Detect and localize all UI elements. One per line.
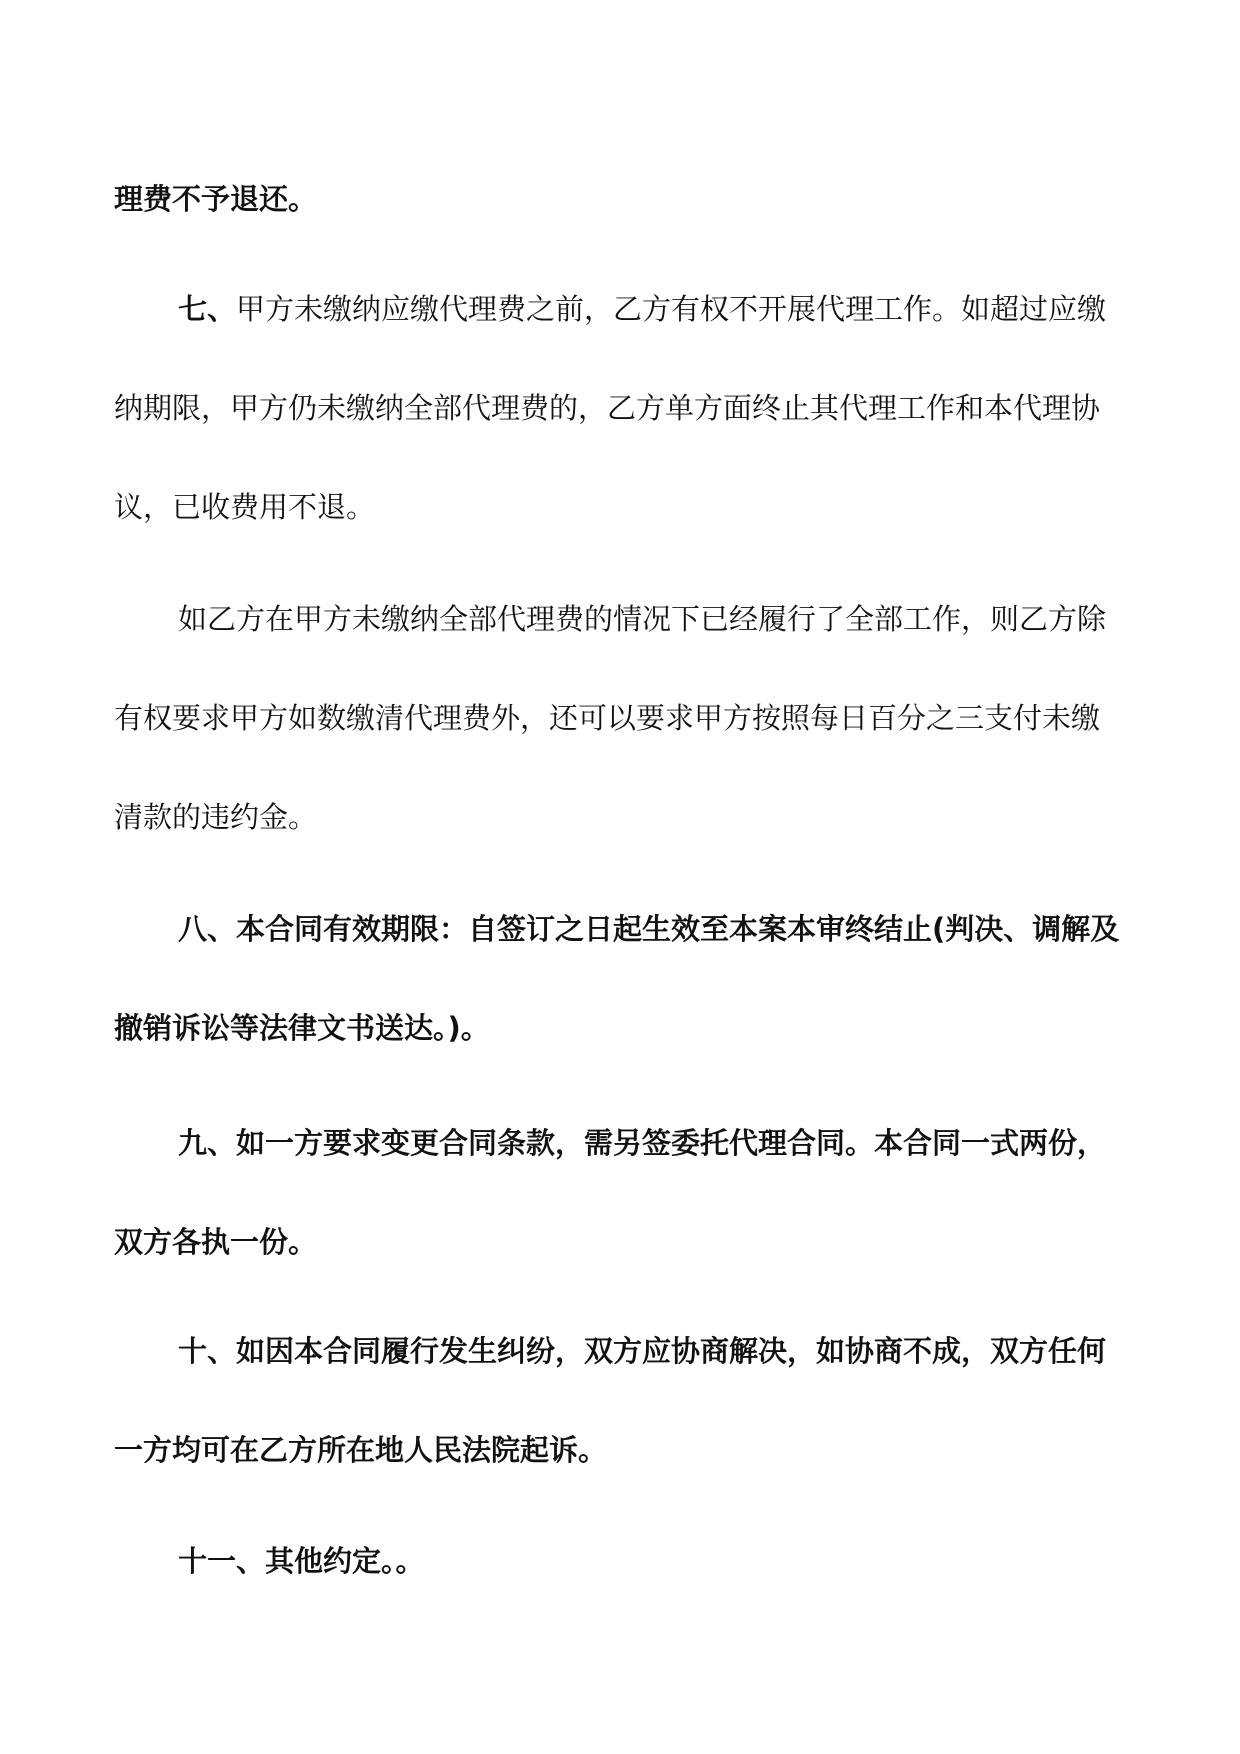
clause-7-paragraph	[114, 260, 1124, 557]
clause-text: 如一方要求变更合同条款，需另签委托代理合同。本合同一式两份，双方各执一份。	[114, 1126, 1107, 1259]
clause-text: 其他约定。。	[265, 1544, 425, 1578]
clause-11-paragraph	[114, 1512, 1124, 1611]
clause-8-paragraph	[114, 880, 1124, 1078]
clause-10-paragraph	[114, 1302, 1124, 1500]
clause-number: 十一、	[178, 1544, 266, 1578]
paragraph-text: 如乙方在甲方未缴纳全部代理费的情况下已经履行了全部工作，则乙方除有权要求甲方如数缴清代理费外，还可以要求甲方按照每日百分之三支付未缴清款的违约金。	[114, 602, 1107, 834]
clause-text: 本合同有效期限：自签订之日起生效至本案本审终结止(判决、调解及撤销诉讼等法律文书送达。)。	[114, 912, 1120, 1045]
paragraph-fee-no-refund	[114, 150, 1124, 249]
paragraph-text: 理费不予退还。	[114, 182, 318, 216]
clause-number: 九、	[178, 1126, 237, 1160]
clause-7-continuation-paragraph	[114, 570, 1124, 867]
clause-9-paragraph	[114, 1094, 1124, 1292]
clause-text: 甲方未缴纳应缴代理费之前，乙方有权不开展代理工作。如超过应缴纳期限，甲方仍未缴纳全部代理费的，乙方单方面终止其代理工作和本代理协议，已收费用不退。	[114, 292, 1107, 524]
clause-number: 十、	[178, 1334, 237, 1368]
clause-text: 如因本合同履行发生纠纷，双方应协商解决，如协商不成，双方任何一方均可在乙方所在地人民法院起诉。	[114, 1334, 1107, 1467]
clause-number: 七、	[178, 292, 237, 326]
clause-number: 八、	[178, 912, 237, 946]
